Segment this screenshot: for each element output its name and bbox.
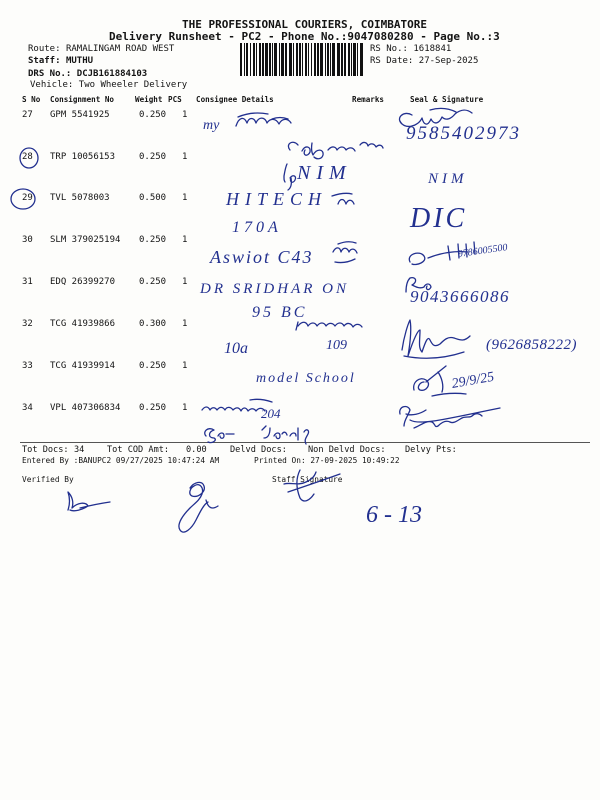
staff-label: Staff:: [28, 56, 61, 66]
row-sno: 28: [22, 152, 33, 162]
handwritten-consignee-note: HITECH: [226, 189, 328, 209]
rs-date-value: 27-Sep-2025: [418, 56, 479, 66]
row-sno: 27: [22, 110, 33, 120]
verified-by-signature: [68, 492, 110, 511]
handwritten-consignee-note: model School: [256, 371, 356, 386]
row-pcs: 1: [182, 277, 188, 287]
row-pcs: 1: [182, 361, 188, 371]
row-sno: 31: [22, 277, 33, 287]
row-sno: 29: [22, 193, 33, 203]
barcode-bar: [357, 43, 358, 76]
barcode-bar: [311, 43, 312, 76]
tot-cod-value: 0.00: [186, 445, 207, 455]
vehicle-label: Vehicle:: [30, 80, 74, 90]
row-consignment-no: TRP 10056153: [50, 152, 116, 162]
barcode-bar: [320, 43, 323, 76]
barcode-bar: [299, 43, 301, 76]
delvy-pts-label: Delvy Pts:: [405, 445, 457, 455]
barcode-bar: [274, 43, 277, 76]
barcode-bar: [317, 43, 319, 76]
staff-signature-label: Staff Signature: [272, 475, 343, 484]
route-line: [28, 45, 174, 54]
handwritten-bottom-note: 6 - 13: [366, 502, 422, 528]
barcode-bar: [302, 43, 303, 76]
barcode-bar: [344, 43, 346, 76]
vehicle-line: [30, 81, 187, 90]
barcode-bar: [265, 43, 268, 76]
barcode-bar: [281, 43, 284, 76]
staff-value: MUTHU: [65, 56, 94, 66]
handwritten-phone-number: 9786005500: [457, 242, 509, 260]
row-weight: 0.250: [139, 110, 167, 120]
drs-label: DRS No.:: [28, 69, 72, 79]
barcode-bar: [253, 43, 255, 76]
barcode-bar: [285, 43, 287, 76]
tot-docs-label: Tot Docs:: [22, 445, 69, 455]
route-label: Route:: [28, 44, 61, 54]
row-weight: 0.250: [139, 152, 167, 162]
tot-cod-label: Tot COD Amt:: [107, 445, 170, 455]
printed-on: Printed On: 27-09-2025 10:49:22: [254, 456, 400, 465]
row-sno: 33: [22, 361, 33, 371]
barcode-bar: [351, 43, 352, 76]
col-header-pcs: PCS: [168, 95, 182, 104]
col-header-remarks: Remarks: [352, 95, 385, 104]
handwritten-consignee-note: 109: [326, 338, 347, 353]
row-weight: 0.250: [139, 361, 167, 371]
non-delvd-docs-label: Non Delvd Docs:: [308, 445, 386, 455]
barcode-bar: [308, 43, 309, 76]
col-header-seal: Seal & Signature: [410, 95, 484, 104]
barcode-bar: [293, 43, 294, 76]
handwritten-consignee-note: 204: [261, 406, 281, 421]
handwritten-consignee-note: 10a: [224, 340, 248, 357]
handwritten-receiver-note: DIC: [410, 203, 468, 234]
row-consignment-no: VPL 407306834: [50, 403, 121, 413]
barcode-bar: [341, 43, 343, 76]
row-weight: 0.250: [139, 235, 167, 245]
row-consignment-no: SLM 379025194: [50, 235, 121, 245]
barcode-bar: [314, 43, 316, 76]
col-header-consignment: Consignment No: [50, 95, 115, 104]
row-weight: 0.500: [139, 193, 167, 203]
handwritten-consignee-note: 170A: [232, 219, 282, 236]
barcode-bar: [246, 43, 248, 76]
verified-by-label: Verified By: [22, 475, 74, 484]
col-header-weight: Weight: [135, 95, 163, 104]
staff-line: [28, 57, 93, 66]
col-header-sno: S No: [22, 95, 41, 104]
company-name: THE PROFESSIONAL COURIERS, COIMBATORE: [182, 18, 428, 31]
delvd-docs-label: Delvd Docs:: [230, 445, 287, 455]
barcode-bar: [279, 43, 280, 76]
row-pcs: 1: [182, 110, 188, 120]
handwritten-consignee-note: DR SRIDHAR ON: [200, 281, 349, 297]
handwritten-phone-number: 9585402973: [406, 123, 521, 144]
barcode-bar: [259, 43, 261, 76]
handwritten-consignee-note: NIM: [297, 162, 352, 184]
barcode-bar: [330, 43, 331, 76]
row-weight: 0.300: [139, 319, 167, 329]
handwritten-consignee-note: my: [203, 118, 220, 133]
route-value: RAMALINGAM ROAD WEST: [65, 44, 175, 54]
barcode-bar: [325, 43, 326, 76]
rs-no-label: RS No.:: [370, 44, 408, 54]
entered-by: Entered By :BANUPC2 09/27/2025 10:47:24 AM: [22, 456, 220, 465]
barcode-bar: [353, 43, 356, 76]
runsheet-subtitle: Delivery Runsheet - PC2 - Phone No.:9047080280 - Page No.:3: [109, 30, 500, 43]
barcode-bar: [269, 43, 271, 76]
handwritten-phone-number: 9043666086: [410, 287, 510, 306]
barcode-bar: [289, 43, 292, 76]
row-pcs: 1: [182, 152, 188, 162]
row-consignment-no: GPM 5541925: [50, 110, 110, 120]
footer-divider: [20, 442, 590, 443]
handwritten-phone-number: (9626858222): [486, 337, 577, 353]
barcode-bar: [296, 43, 298, 76]
barcode-bar: [305, 43, 307, 76]
barcode: [240, 43, 366, 76]
row-weight: 0.250: [139, 277, 167, 287]
consignee-scribble-28: [284, 164, 296, 190]
row-pcs: 1: [182, 403, 188, 413]
vehicle-value: Two Wheeler Delivery: [78, 80, 188, 90]
rs-no-line: [370, 45, 451, 54]
row-sno: 34: [22, 403, 33, 413]
barcode-bar: [256, 43, 257, 76]
row-consignment-no: EDQ 26399270: [50, 277, 116, 287]
barcode-bar: [272, 43, 273, 76]
rs-no-value: 1618841: [413, 44, 452, 54]
row-pcs: 1: [182, 319, 188, 329]
drs-line: [28, 70, 147, 79]
barcode-bar: [348, 43, 350, 76]
barcode-bar: [250, 43, 251, 76]
handwritten-receiver-note: NIM: [428, 171, 468, 187]
barcode-bar: [327, 43, 329, 76]
row-weight: 0.250: [139, 403, 167, 413]
col-header-consignee: Consignee Details: [196, 95, 274, 104]
rs-date-label: RS Date:: [370, 56, 414, 66]
barcode-bar: [332, 43, 335, 76]
table-row: [0, 111, 600, 123]
row-pcs: 1: [182, 235, 188, 245]
row-consignment-no: TCG 41939866: [50, 319, 116, 329]
barcode-bar: [244, 43, 245, 76]
handwritten-consignee-note: 95 BC: [252, 304, 308, 321]
middle-signature: [179, 482, 218, 532]
rs-date-line: [370, 57, 478, 66]
row-sno: 32: [22, 319, 33, 329]
row-pcs: 1: [182, 193, 188, 203]
table-row: [0, 404, 600, 416]
drs-value: DCJB161884103: [76, 69, 148, 79]
handwritten-date: 29/9/25: [450, 369, 496, 392]
barcode-bar: [240, 43, 242, 76]
table-row: [0, 320, 600, 332]
barcode-bar: [337, 43, 340, 76]
row-sno: 30: [22, 235, 33, 245]
barcode-bar: [360, 43, 363, 76]
tot-docs-value: 34: [74, 445, 85, 455]
barcode-bar: [262, 43, 264, 76]
row-consignment-no: TCG 41939914: [50, 361, 116, 371]
row-consignment-no: TVL 5078003: [50, 193, 110, 203]
handwritten-consignee-note: Aswiot C43: [210, 247, 314, 267]
